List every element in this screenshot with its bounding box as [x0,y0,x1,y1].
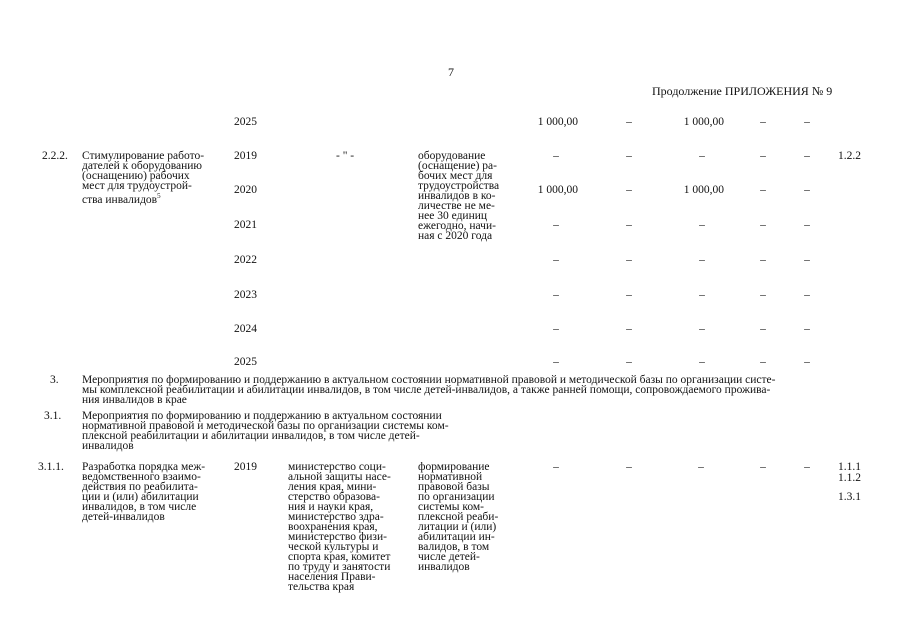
value-cell: – [760,116,766,128]
value-cell: – [760,461,766,473]
value-cell: – [626,356,632,368]
continuation-header: Продолжение ПРИЛОЖЕНИЯ № 9 [652,84,833,98]
value-cell: – [699,323,705,335]
value-cell: 1 000,00 [683,184,724,196]
value-cell: – [760,323,766,335]
ref-cell: 1.1.2 [838,472,861,484]
value-cell: 1 000,00 [537,116,578,128]
value-cell: 1 000,00 [537,184,578,196]
year-cell: 2022 [234,254,257,266]
value-cell: – [699,150,705,162]
value-cell: – [760,289,766,301]
value-cell: – [698,461,704,473]
year-cell: 2020 [234,184,257,196]
value-cell: – [804,254,810,266]
year-cell: 2019 [234,150,257,162]
value-cell: – [804,289,810,301]
value-cell: – [626,184,632,196]
item-title: Стимулирование работо- дателей к оборудованию (оснащению) рабочих мест для трудоустрой- ства инвалидов$^5$ [82,150,205,206]
footnote-mark: 5 [157,192,161,200]
value-cell: 1 000,00 [683,116,724,128]
value-cell: – [626,289,632,301]
value-cell: – [553,461,559,473]
value-cell: – [760,184,766,196]
page-number: 7 [448,65,454,79]
value-cell: – [804,219,810,231]
value-cell: – [760,254,766,266]
value-cell: – [760,150,766,162]
value-cell: – [553,254,559,266]
section-heading: Мероприятия по формированию и поддержанию в актуальном состоянии нормативной правовой и методической базы по организации систе- мы комплексной реабилитации и абилитации инвалидов, в том числе детей-инвалидов, а также ранней помощи, сопровождаемого прожива- ния инвалидов в крае [82,374,776,406]
value-cell: – [626,150,632,162]
value-cell: – [804,461,810,473]
value-cell: – [804,184,810,196]
item-number: 2.2.2. [42,150,68,162]
value-cell: – [626,116,632,128]
ref-cell: 1.3.1 [838,491,861,503]
value-cell: – [804,150,810,162]
section-number: 3.1. [44,410,62,422]
value-cell: – [699,356,705,368]
value-cell: – [553,219,559,231]
year-cell: 2024 [234,323,257,335]
value-cell: – [699,289,705,301]
value-cell: – [626,323,632,335]
result-cell: формирование нормативной правовой базы по организации системы ком- плексной реаби- литации и (или) абилитации ин- валидов, в том числе детей- инвалидов [418,461,499,573]
section-number: 3. [50,374,59,386]
executor-cell: - " - [336,150,355,162]
year-cell: 2025 [234,356,257,368]
value-cell: – [760,219,766,231]
value-cell: – [804,116,810,128]
year-cell: 2021 [234,219,257,231]
value-cell: – [626,219,632,231]
item-title: Разработка порядка меж- ведомственного взаимо- действия по реабилита- ции и (или) абилитации инвалидов, в том числе детей-инвалидов [82,461,206,523]
ref-cell: 1.2.2 [838,150,861,162]
value-cell: – [699,254,705,266]
value-cell: – [699,219,705,231]
value-cell: – [804,323,810,335]
item-number: 3.1.1. [38,461,64,473]
value-cell: – [626,461,632,473]
year-cell: 2019 [234,461,257,473]
value-cell: – [760,356,766,368]
section-heading: Мероприятия по формированию и поддержанию в актуальном состоянии нормативной правовой и методической базы по организации системы ком- плексной реабилитации и абилитации инвалидов, в том числе детей- инвалидов [82,410,449,452]
value-cell: – [804,356,810,368]
result-cell: оборудование (оснащение) ра- бочих мест для трудоустройства инвалидов в ко- личестве не ме- нее 30 единиц ежегодно, начи- ная с 2020 года [418,150,500,242]
year-cell: 2025 [234,116,257,128]
value-cell: – [553,323,559,335]
value-cell: – [626,254,632,266]
executor-cell: министерство соци- альной защиты насе- ления края, мини- стерство образова- ния и науки края, министерство здра- воохранения края, министерство физи- ческой культуры и спорта края, комитет по труду и занятости населения Прави- тельства края [288,461,391,593]
value-cell: – [553,289,559,301]
value-cell: – [553,356,559,368]
value-cell: – [553,150,559,162]
ref-cell: 1.1.1 [838,461,861,473]
year-cell: 2023 [234,289,257,301]
